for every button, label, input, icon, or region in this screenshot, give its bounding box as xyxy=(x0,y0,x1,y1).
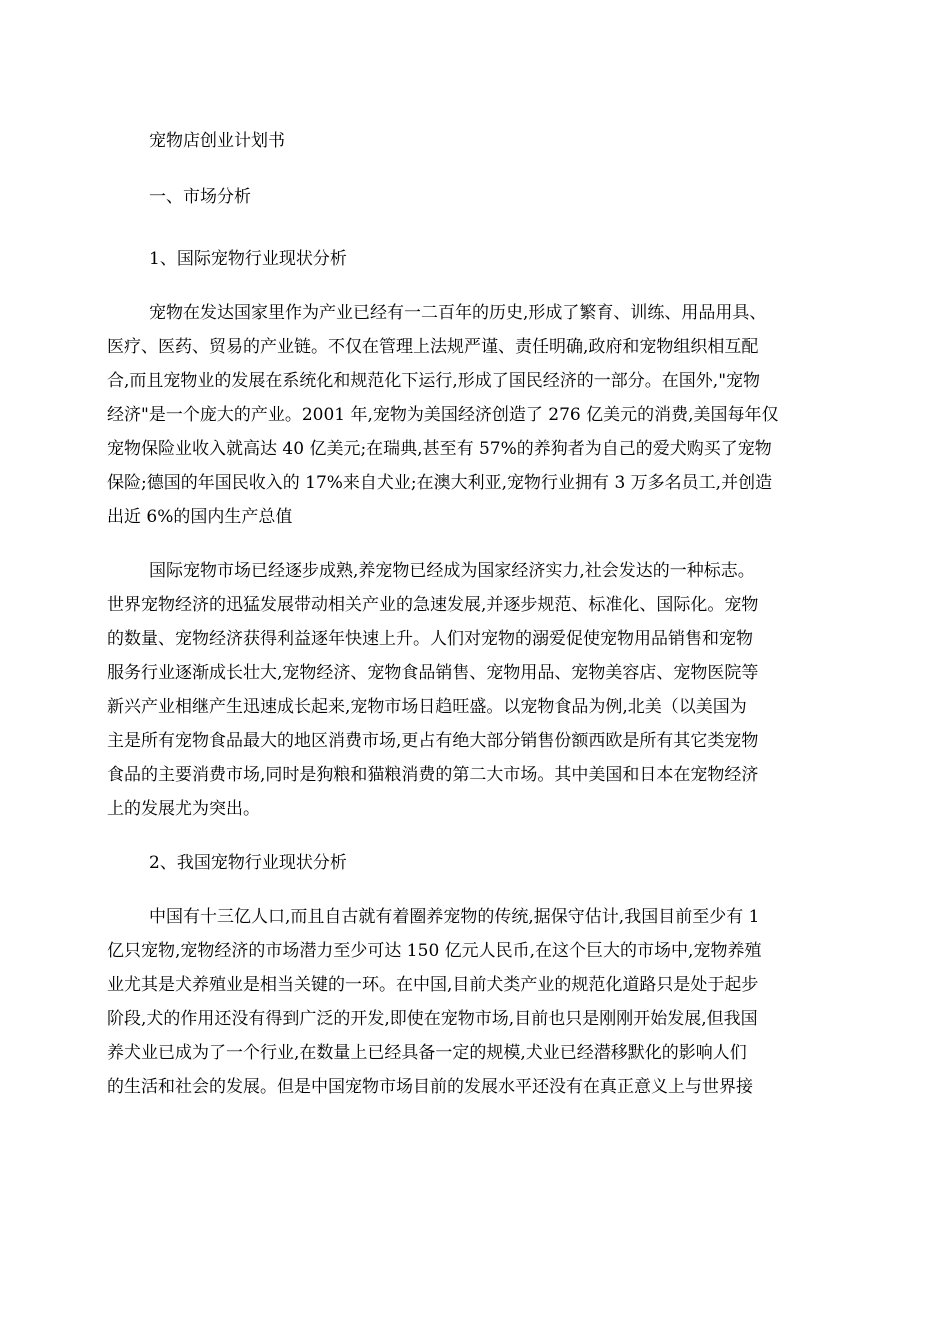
paragraph-line: 的数量、宠物经济获得利益逐年快速上升。人们对宠物的溺爱促使宠物用品销售和宠物 xyxy=(107,629,753,649)
paragraph-line: 中国有十三亿人口,而且自古就有着圈养宠物的传统,据保守估计,我国目前至少有 1 xyxy=(149,907,760,927)
paragraph-line: 的生活和社会的发展。但是中国宠物市场目前的发展水平还没有在真正意义上与世界接 xyxy=(107,1077,753,1097)
paragraph-line: 国际宠物市场已经逐步成熟,养宠物已经成为国家经济实力,社会发达的一种标志。 xyxy=(149,561,755,581)
subsection-heading-international: 1、国际宠物行业现状分析 xyxy=(149,249,347,269)
paragraph-line: 经济"是一个庞大的产业。2001 年,宠物为美国经济创造了 276 亿美元的消费,美国每年仅 xyxy=(107,405,779,425)
paragraph-line: 养犬业已成为了一个行业,在数量上已经具备一定的规模,犬业已经潜移默化的影响人们 xyxy=(107,1043,747,1063)
paragraph-line: 保险;德国的年国民收入的 17%来自犬业;在澳大利亚,宠物行业拥有 3 万多名员工,并创造 xyxy=(107,473,773,493)
paragraph-line: 医疗、医药、贸易的产业链。不仅在管理上法规严谨、责任明确,政府和宠物组织相互配 xyxy=(107,337,759,357)
section-heading-market-analysis: 一、市场分析 xyxy=(149,187,251,207)
paragraph-line: 出近 6%的国内生产总值 xyxy=(107,507,293,527)
paragraph-china-industry xyxy=(107,900,842,1104)
paragraph-line: 亿只宠物,宠物经济的市场潜力至少可达 150 亿元人民币,在这个巨大的市场中,宠物养殖 xyxy=(107,941,762,961)
paragraph-line: 上的发展尤为突出。 xyxy=(107,799,260,819)
paragraph-line: 主是所有宠物食品最大的地区消费市场,更占有绝大部分销售份额西欧是所有其它类宠物 xyxy=(107,731,759,751)
document-body xyxy=(107,124,842,1124)
paragraph-line: 宠物保险业收入就高达 40 亿美元;在瑞典,甚至有 57%的养狗者为自己的爱犬购买了宠物 xyxy=(107,439,772,459)
paragraph-line: 新兴产业相继产生迅速成长起来,宠物市场日趋旺盛。以宠物食品为例,北美（以美国为 xyxy=(107,697,747,717)
paragraph-line: 阶段,犬的作用还没有得到广泛的开发,即使在宠物市场,目前也只是刚刚开始发展,但我国 xyxy=(107,1009,758,1029)
paragraph-international-industry xyxy=(107,296,842,534)
subsection-heading-china: 2、我国宠物行业现状分析 xyxy=(149,853,347,873)
paragraph-line: 宠物在发达国家里作为产业已经有一二百年的历史,形成了繁育、训练、用品用具、 xyxy=(149,303,767,323)
paragraph-international-market xyxy=(107,554,842,826)
paragraph-line: 业尤其是犬养殖业是相当关键的一环。在中国,目前犬类产业的规范化道路只是处于起步 xyxy=(107,975,759,995)
paragraph-line: 合,而且宠物业的发展在系统化和规范化下运行,形成了国民经济的一部分。在国外,"宠物 xyxy=(107,371,761,391)
paragraph-line: 服务行业逐渐成长壮大,宠物经济、宠物食品销售、宠物用品、宠物美容店、宠物医院等 xyxy=(107,663,759,683)
document-title: 宠物店创业计划书 xyxy=(149,131,285,151)
paragraph-line: 食品的主要消费市场,同时是狗粮和猫粮消费的第二大市场。其中美国和日本在宠物经济 xyxy=(107,765,759,785)
paragraph-line: 世界宠物经济的迅猛发展带动相关产业的急速发展,并逐步规范、标准化、国际化。宠物 xyxy=(107,595,759,615)
